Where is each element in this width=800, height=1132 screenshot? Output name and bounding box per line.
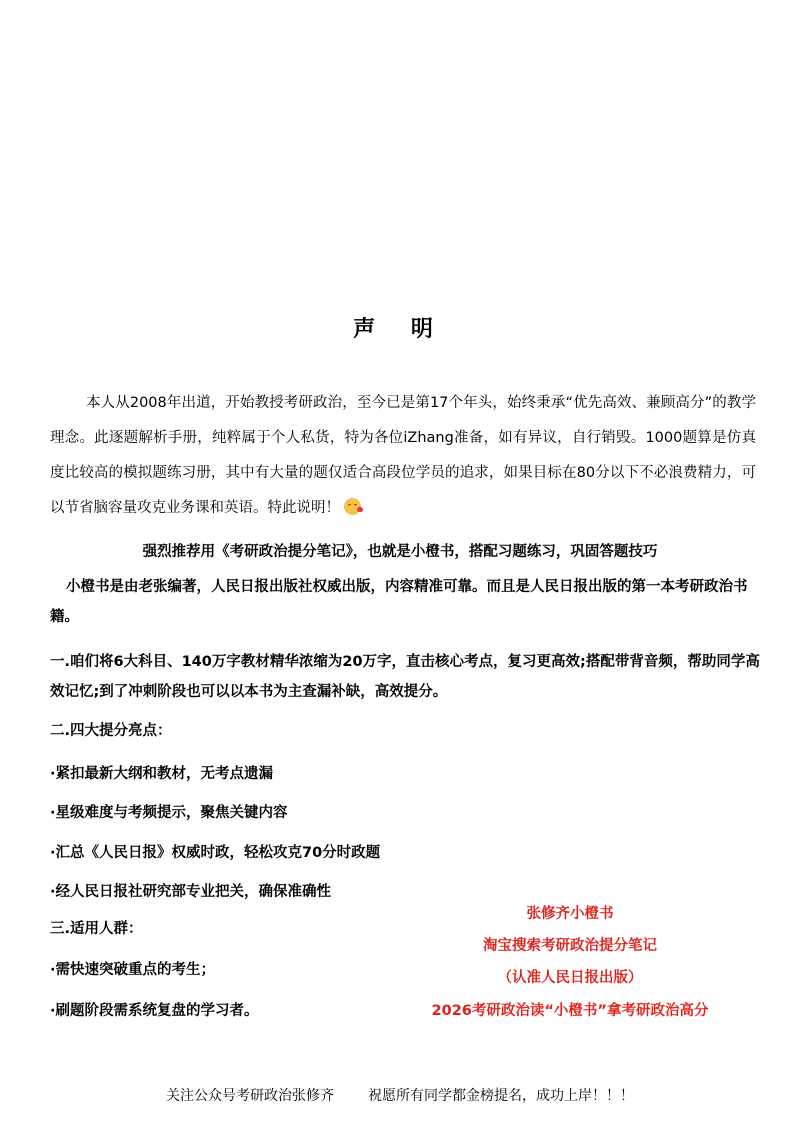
highlight-item: ·紧扣最新大纲和教材，无考点遗漏	[50, 766, 274, 782]
audience-item: ·需快速突破重点的考生；	[50, 962, 216, 978]
footer-follow-text: 关注公众号考研政治张修齐	[166, 1088, 334, 1104]
promo-point-3-heading: 三.适用人群：	[50, 921, 143, 937]
footer-wish-text: 祝愿所有同学都金榜提名，成功上岸！！！	[368, 1088, 634, 1104]
promo-point-2-heading: 二.四大提分亮点：	[50, 723, 172, 739]
red-note-line: 淘宝搜索考研政治提分笔记	[483, 938, 657, 954]
intro-text: 本人从2008年出道，开始教授考研政治，至今已是第17个年头，始终秉承“优先高效、兼顾高分”的教学理念。此逐题解析手册，纯粹属于个人私货，特为各位iZhang准备，如有异议，自行销毁。1000题算是仿真度比较高的模拟题练习册，其中有大量的题仅适合高段位学员的追求，如果目标在80分以下不必浪费精力，可以节省脑容量攻克业务课和英语。特此说明！	[50, 395, 756, 516]
promo-point-1: 一.咱们将6大科目、140万字教材精华浓缩为20万字，直击核心考点，复习更高效;搭配带背音频，帮助同学高效记忆;到了冲刺阶段也可以以本书为主查漏补缺，高效提分。	[50, 654, 760, 700]
red-note-line: 2026考研政治读“小橙书”拿考研政治高分	[431, 1003, 709, 1019]
kissing-face-icon	[344, 498, 361, 515]
promo-headline: 强烈推荐用《考研政治提分笔记》，也就是小橙书，搭配习题练习，巩固答题技巧	[142, 544, 658, 560]
promo-intro: 小橙书是由老张编著，人民日报出版社权威出版，内容精准可靠。而且是人民日报出版的第一本考研政治书籍。	[50, 579, 748, 625]
intro-paragraph	[50, 386, 756, 526]
page-footer	[0, 1085, 800, 1105]
red-note-line: 张修齐小橙书	[526, 906, 614, 922]
highlight-item: ·汇总《人民日报》权威时政，轻松攻克70分时政题	[50, 845, 381, 861]
highlight-item: ·星级难度与考频提示，聚焦关键内容	[50, 805, 288, 821]
audience-item: ·刷题阶段需系统复盘的学习者。	[50, 1003, 259, 1019]
page-title: 声 明	[353, 317, 447, 342]
highlight-item: ·经人民日报社研究部专业把关，确保准确性	[50, 884, 332, 900]
red-note-line: （认准人民日报出版）	[497, 970, 643, 986]
